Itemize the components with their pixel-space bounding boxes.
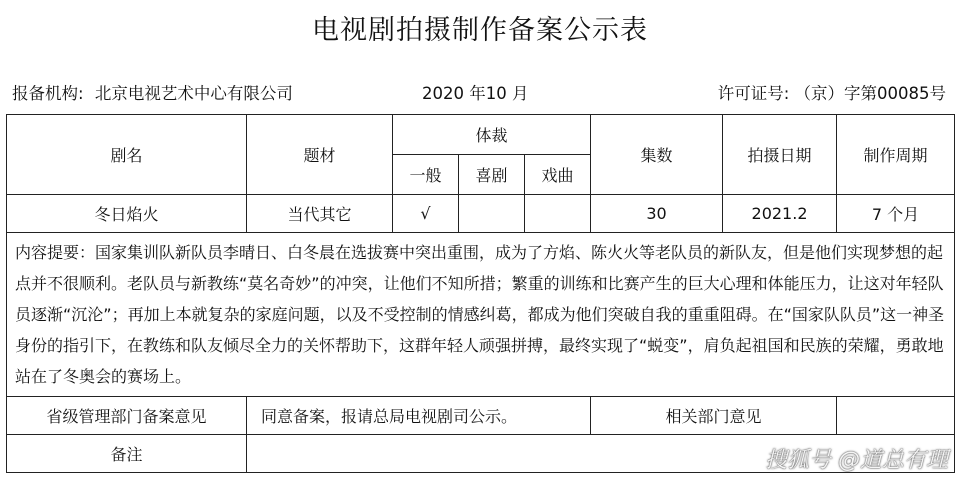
cell-genre-comedy [459,195,525,233]
header-subject: 题材 [247,115,393,195]
related-label: 相关部门意见 [591,397,837,435]
cell-shoot-date: 2021.2 [723,195,837,233]
header-genre-opera: 戏曲 [525,155,591,195]
header-episodes: 集数 [591,115,723,195]
header-name: 剧名 [7,115,247,195]
org-name: 北京电视艺术中心有限公司 [94,84,293,103]
provincial-label: 省级管理部门备案意见 [7,397,247,435]
related-opinion [837,397,955,435]
cell-genre-general: √ [393,195,459,233]
table-row [7,195,955,233]
filing-date: 2020 年10 月 [422,84,529,103]
remarks-label: 备注 [7,435,247,473]
filing-table [6,114,955,473]
provincial-opinion: 同意备案，报请总局电视剧司公示。 [247,397,591,435]
header-period: 制作周期 [837,115,955,195]
org-label: 报备机构: [12,84,84,103]
watermark: 搜狐号 @道总有理 [765,448,948,473]
cell-subject: 当代其它 [247,195,393,233]
synopsis: 内容提要：国家集训队新队员李晴日、白冬晨在选拔赛中突出重围，成为了方焰、陈火火等老队员的新队友，但是他们实现梦想的起点并不很顺利。老队员与新教练“莫名奇妙”的冲突，让他们不知所措；繁重的训练和比赛产生的巨大心理和体能压力，让这对年轻队员逐渐“沉沦”；再加上本就复杂的家庭问题，以及不受控制的情感纠葛，都成为他们突破自我的重重阻碍。在“国家队队员”这一神圣身份的指引下，在教练和队友倾尽全力的关怀帮助下，这群年轻人顽强拼搏，最终实现了“蜕变”，肩负起祖国和民族的荣耀，勇敢地站在了冬奥会的赛场上。 [7,233,955,397]
cell-genre-opera [525,195,591,233]
cell-name: 冬日焰火 [7,195,247,233]
page-title: 电视剧拍摄制作备案公示表 [312,15,648,46]
cell-period: 7 个月 [837,195,955,233]
header-genre-comedy: 喜剧 [459,155,525,195]
org-line [12,80,293,104]
header-shoot-date: 拍摄日期 [723,115,837,195]
header-genre: 体裁 [393,115,591,155]
license-number: 许可证号: （京）字第00085号 [717,84,946,103]
header-genre-general: 一般 [393,155,459,195]
cell-episodes: 30 [591,195,723,233]
